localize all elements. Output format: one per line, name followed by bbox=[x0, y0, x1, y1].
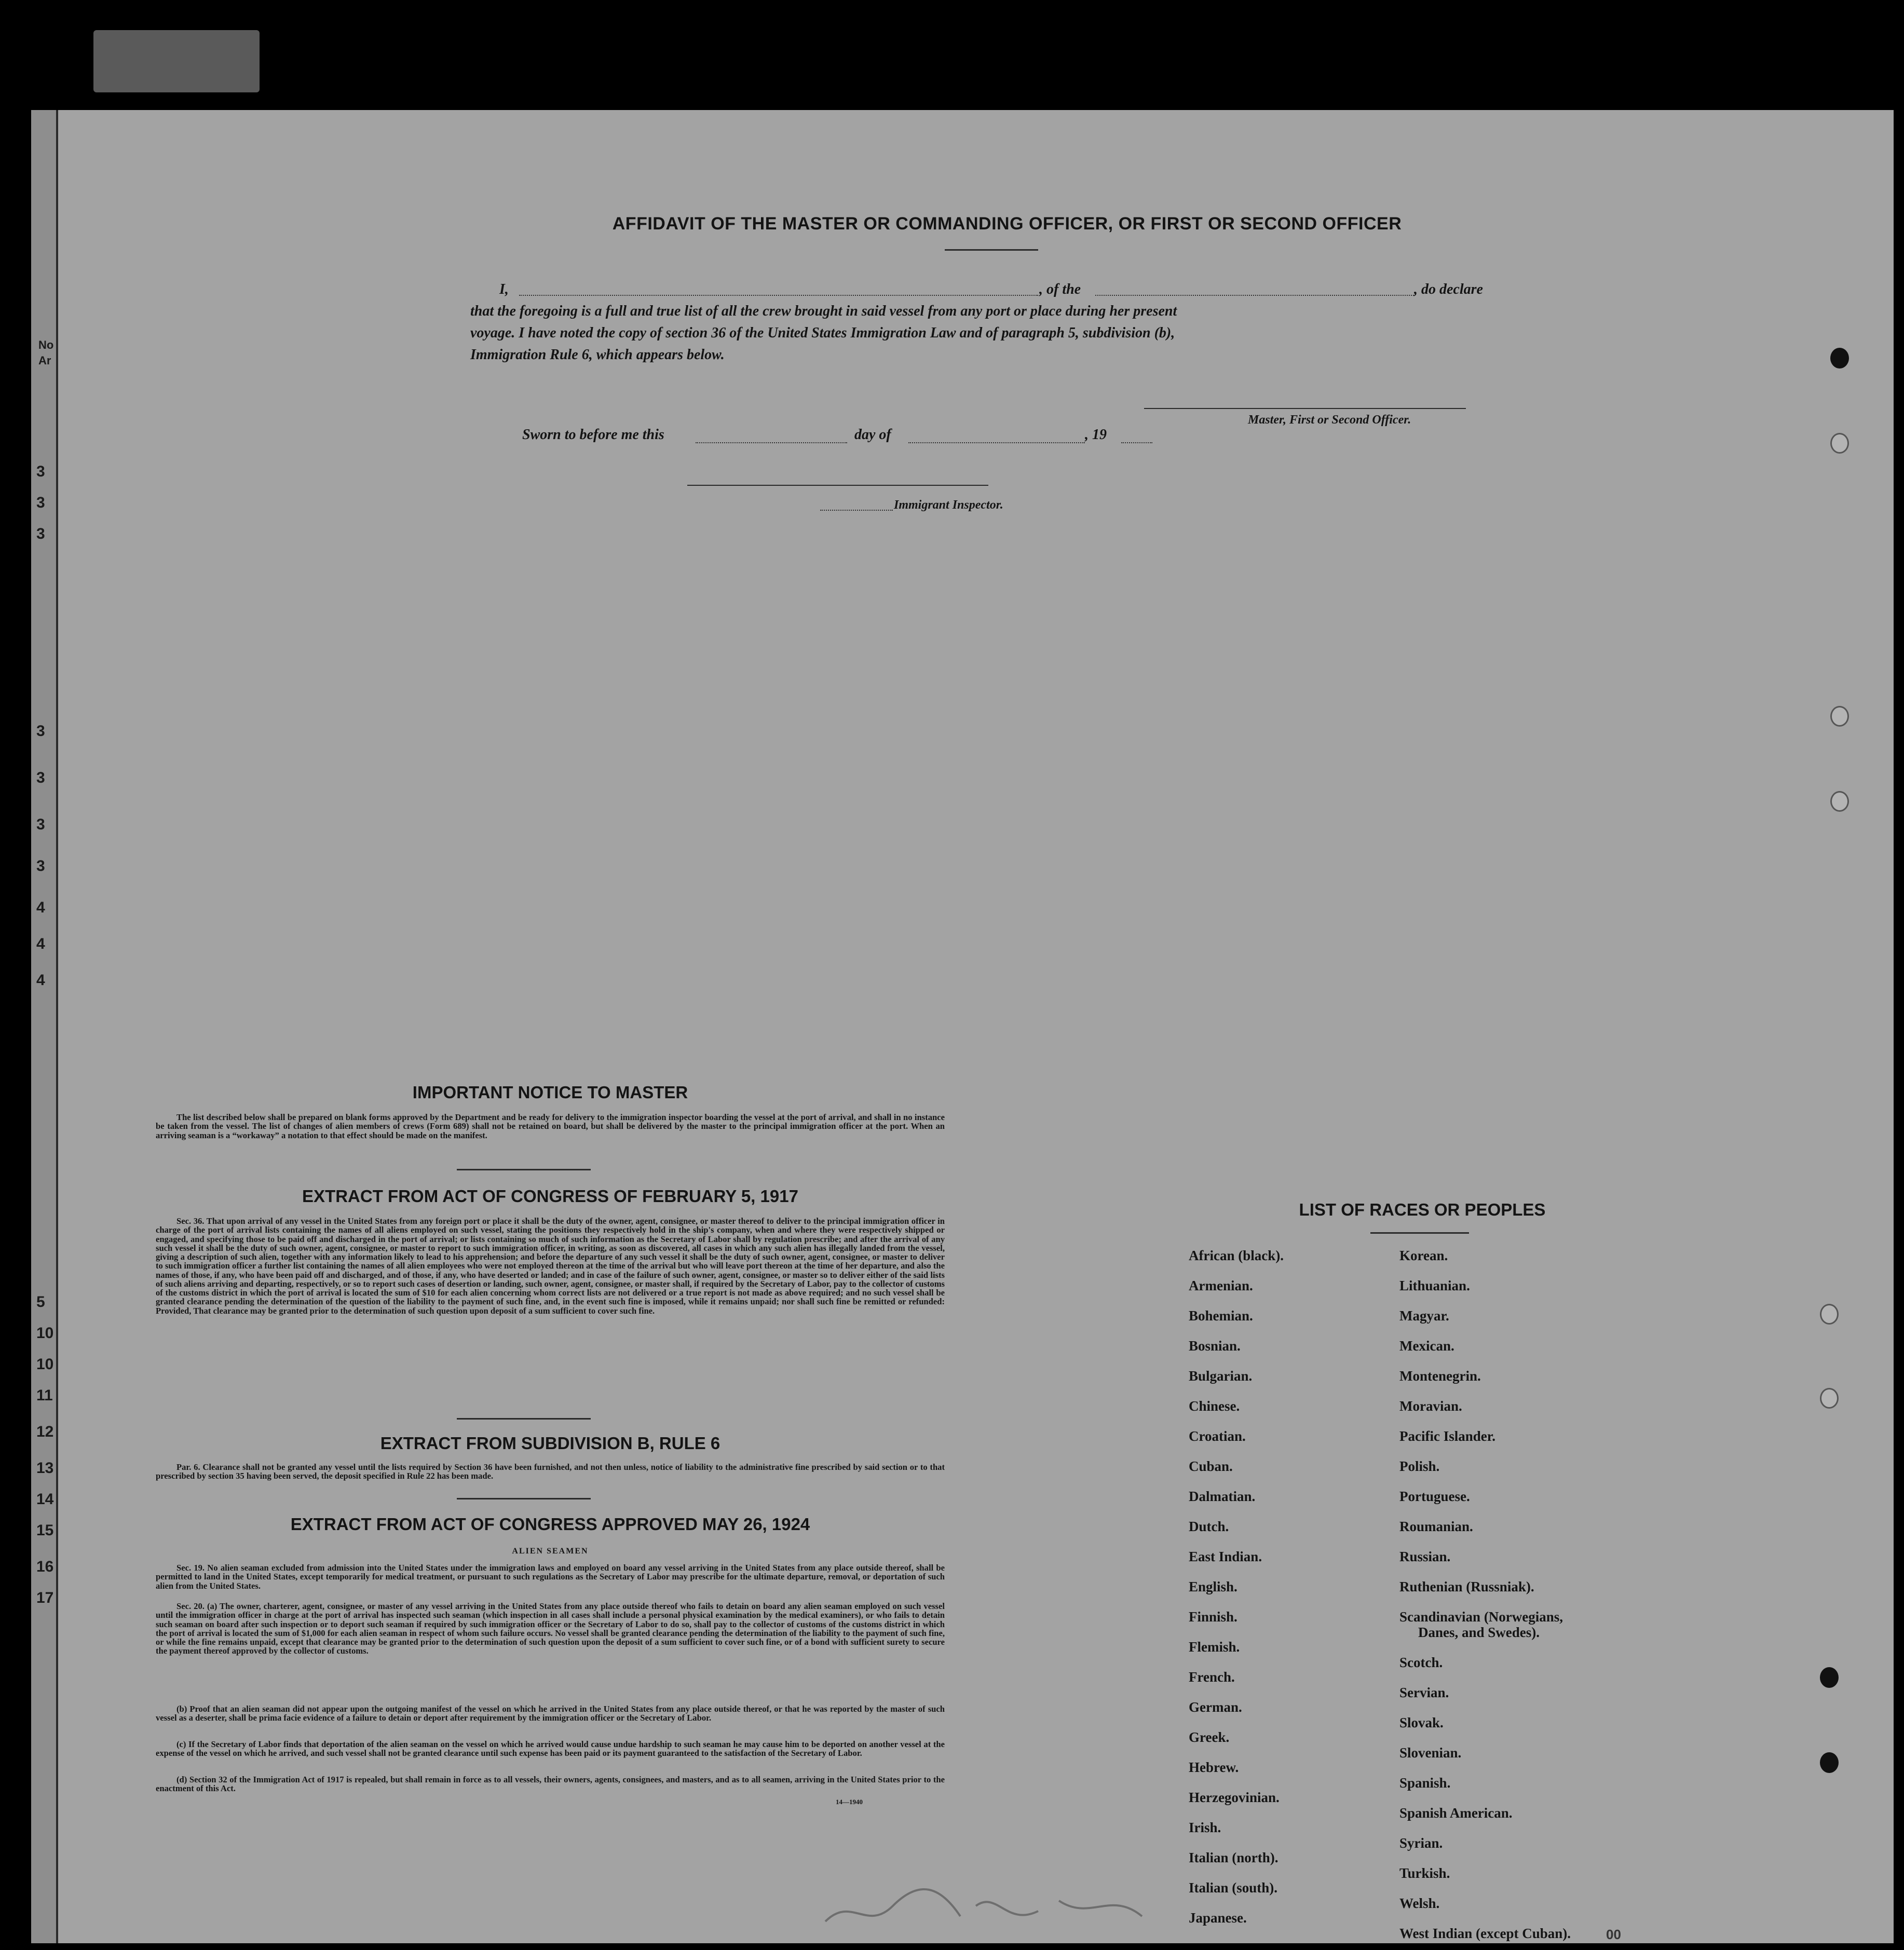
race-item: African (black). bbox=[1189, 1248, 1284, 1263]
race-item: Slovak. bbox=[1399, 1715, 1444, 1730]
race-item: Ruthenian (Russniak). bbox=[1399, 1579, 1534, 1594]
binder-hole-5 bbox=[1820, 1304, 1839, 1325]
race-item: Korean. bbox=[1399, 1248, 1448, 1263]
margin-row-number: 3 bbox=[36, 816, 45, 833]
race-item: Irish. bbox=[1189, 1820, 1221, 1835]
binder-hole-3 bbox=[1830, 706, 1849, 727]
margin-row-number: 14 bbox=[36, 1491, 54, 1508]
race-item: Danes, and Swedes). bbox=[1418, 1625, 1540, 1640]
margin-row-number: 4 bbox=[36, 972, 45, 989]
sec20a-body: Sec. 20. (a) The owner, charterer, agent, consignee, or master of any vessel arriving in the United States from any place outside thereof who fails to detain on board any alien seaman employed on such vessel until the immigration officer in charge at the port of arrival has inspected such seaman (which inspection in all cases shall include a personal physical examination by the medical examiners), or who fails to detain such seaman on board after such inspection or to deport such seaman if required by such immigration officer or the Secretary of Labor to do so, shall pay to the collector of customs of the customs district in which the port of arrival is located the sum of $1,000 for each alien seaman in respect of whom such failure occurs. No vessel shall be granted clearance pending the determination of the liability to the payment of such fine, or while the fine remains unpaid, except that clearance may be granted prior to the determination of such question upon the deposit of a sum sufficient to cover such fine, or of a bond with sufficient surety to secure the payment thereof approved by the collector of customs. bbox=[156, 1601, 945, 1656]
race-item: Dutch. bbox=[1189, 1519, 1229, 1534]
race-item: Finnish. bbox=[1189, 1609, 1237, 1625]
race-item: Roumanian. bbox=[1399, 1519, 1473, 1534]
affidavit-title: AFFIDAVIT OF THE MASTER OR COMMANDING OFFICER, OR FIRST OR SECOND OFFICER bbox=[612, 214, 1402, 234]
race-item: Scotch. bbox=[1399, 1655, 1443, 1670]
margin-row-number: 13 bbox=[36, 1460, 54, 1477]
extract-1917-divider bbox=[457, 1418, 591, 1420]
binder-hole-2 bbox=[1830, 433, 1849, 454]
race-item: West Indian (except Cuban). bbox=[1399, 1926, 1571, 1941]
sec20d-body: (d) Section 32 of the Immigration Act of 1917 is repealed, but shall remain in force as to all vessels, their owners, agents, consignees, and masters, and as to all seamen, arriving in the United States prior to the enactment of this Act. bbox=[156, 1775, 945, 1794]
binder-hole-8 bbox=[1820, 1752, 1839, 1773]
affidavit-vessel-blank[interactable] bbox=[1095, 294, 1414, 296]
sworn-prefix: Sworn to before me this bbox=[522, 427, 664, 443]
sworn-year-blank[interactable] bbox=[1121, 441, 1152, 443]
affidavit-of-the: , of the bbox=[1039, 281, 1081, 297]
affidavit-line-4: Immigration Rule 6, which appears below. bbox=[470, 347, 725, 363]
race-item: Montenegrin. bbox=[1399, 1368, 1481, 1384]
race-item: Italian (south). bbox=[1189, 1880, 1278, 1896]
race-item: Bosnian. bbox=[1189, 1338, 1241, 1354]
margin-row-number: 4 bbox=[36, 899, 45, 916]
inspector-dotted-prefix bbox=[820, 509, 893, 511]
race-item: Mexican. bbox=[1399, 1338, 1454, 1354]
sworn-month-blank[interactable] bbox=[908, 441, 1085, 443]
master-signature-line[interactable] bbox=[1144, 408, 1466, 409]
margin-row-number: 3 bbox=[36, 722, 45, 740]
race-item: Cuban. bbox=[1189, 1458, 1233, 1474]
affidavit-name-blank[interactable] bbox=[519, 294, 1038, 296]
document-page bbox=[31, 110, 1894, 1943]
race-item: Armenian. bbox=[1189, 1278, 1253, 1293]
pencil-scrawl bbox=[820, 1875, 1152, 1937]
race-item: East Indian. bbox=[1189, 1549, 1262, 1564]
race-item: Welsh. bbox=[1399, 1896, 1440, 1911]
margin-row-number: 3 bbox=[36, 494, 45, 511]
races-divider bbox=[1370, 1232, 1469, 1234]
sworn-day-blank[interactable] bbox=[696, 441, 847, 443]
margin-row-number: 3 bbox=[36, 769, 45, 786]
affidavit-i: I, bbox=[499, 281, 509, 297]
binder-hole-4 bbox=[1830, 791, 1849, 812]
notice-body: The list described below shall be prepared on blank forms approved by the Department and be ready for delivery to the immigration inspector boarding the vessel at the port of arrival, and shall in no instance be taken from the vessel. The list of changes of alien members of crews (Form 689) shall not be retained on board, but shall be delivered by the master to the principal immigration officer at the port. When an arriving seaman is a “workaway” a notation to that effect should be made on the manifest. bbox=[156, 1112, 945, 1140]
margin-row-number: 17 bbox=[36, 1589, 54, 1606]
margin-row-number: 12 bbox=[36, 1423, 54, 1440]
sec19-body: Sec. 19. No alien seaman excluded from admission into the United States under the immigration laws and employed on board any vessel arriving in the United States from any place outside thereof, shall be permitted to land in the United States, except temporarily for medical treatment, or pursuant to such regulations as the Secretary of Labor may prescribe for the ultimate departure, removal, or deportation of such alien from the United States. bbox=[156, 1563, 945, 1591]
race-item: Slovenian. bbox=[1399, 1745, 1462, 1761]
margin-row-number: 11 bbox=[36, 1387, 53, 1404]
binder-hole-1 bbox=[1830, 348, 1849, 369]
race-item: French. bbox=[1189, 1669, 1235, 1685]
margin-row-number: 3 bbox=[36, 857, 45, 875]
title-divider bbox=[945, 249, 1038, 251]
race-item: Dalmatian. bbox=[1189, 1489, 1256, 1504]
races-title: LIST OF RACES OR PEOPLES bbox=[1299, 1200, 1546, 1219]
margin-row-number: 3 bbox=[36, 463, 45, 480]
margin-row-number: 5 bbox=[36, 1293, 45, 1311]
extract-rule6-body: Par. 6. Clearance shall not be granted any vessel until the lists required by Section 36 have been furnished, and not then unless, notice of liability to the administrative fine prescribed by said section or to that prescribed by section 35 having been served, the deposit specified in Rule 22 has been made. bbox=[156, 1462, 945, 1481]
race-item: Herzegovinian. bbox=[1189, 1790, 1280, 1805]
folder-tab bbox=[93, 30, 260, 92]
race-item: Magyar. bbox=[1399, 1308, 1449, 1324]
margin-row-number: 15 bbox=[36, 1522, 54, 1539]
binder-hole-7 bbox=[1820, 1667, 1839, 1688]
margin-header-no: No bbox=[38, 338, 54, 351]
sworn-year-prefix: , 19 bbox=[1085, 427, 1107, 443]
extract-rule6-divider bbox=[457, 1498, 591, 1499]
margin-row-number: 10 bbox=[36, 1325, 54, 1342]
race-item: Japanese. bbox=[1189, 1910, 1247, 1926]
race-item: Hebrew. bbox=[1189, 1760, 1239, 1775]
race-item: Moravian. bbox=[1399, 1398, 1462, 1414]
race-item: Spanish. bbox=[1399, 1775, 1451, 1791]
race-item: Spanish American. bbox=[1399, 1805, 1513, 1821]
notice-title: IMPORTANT NOTICE TO MASTER bbox=[412, 1083, 688, 1102]
race-item: Italian (north). bbox=[1189, 1850, 1279, 1865]
race-item: Scandinavian (Norwegians, bbox=[1399, 1609, 1563, 1625]
race-item: German. bbox=[1189, 1699, 1242, 1715]
race-item: Chinese. bbox=[1189, 1398, 1240, 1414]
race-item: Pacific Islander. bbox=[1399, 1428, 1495, 1444]
race-item: Bulgarian. bbox=[1189, 1368, 1253, 1384]
race-item: Russian. bbox=[1399, 1549, 1451, 1564]
page-stamp: 00 bbox=[1606, 1927, 1621, 1942]
inspector-label: Immigrant Inspector. bbox=[894, 498, 1003, 512]
extract-1917-title: EXTRACT FROM ACT OF CONGRESS OF FEBRUARY 5, 1917 bbox=[302, 1187, 798, 1206]
margin-row-number: 3 bbox=[36, 525, 45, 542]
race-item: Croatian. bbox=[1189, 1428, 1246, 1444]
sec20b-body: (b) Proof that an alien seaman did not appear upon the outgoing manifest of the vessel on which he arrived in the United States from any place outside thereof, or that he was reported by the master of such vessel as a deserter, shall be prima facie evidence of a failure to detain or deport after requirement by the immigration officer or the Secretary of Labor. bbox=[156, 1704, 945, 1723]
race-item: Greek. bbox=[1189, 1729, 1230, 1745]
margin-row-number: 4 bbox=[36, 935, 45, 952]
race-item: Turkish. bbox=[1399, 1865, 1450, 1881]
margin-row-number: 16 bbox=[36, 1558, 54, 1575]
margin-row-number: 10 bbox=[36, 1356, 54, 1373]
race-item: Syrian. bbox=[1399, 1835, 1443, 1851]
affidavit-do-declare: , do declare bbox=[1414, 281, 1483, 297]
affidavit-line-3: voyage. I have noted the copy of section 36 of the United States Immigration Law and of paragraph 5, subdivision (b), bbox=[470, 325, 1175, 341]
extract-1924-title: EXTRACT FROM ACT OF CONGRESS APPROVED MAY 26, 1924 bbox=[290, 1515, 810, 1534]
race-item: Flemish. bbox=[1189, 1639, 1240, 1655]
race-item: Servian. bbox=[1399, 1685, 1449, 1700]
sec20c-body: (c) If the Secretary of Labor finds that deportation of the alien seaman on the vessel on which he arrived would cause undue hardship to such seaman he may cause him to be deported on another vessel at the expense of the vessel on which he arrived, and such vessel shall not be granted clearance until such expense has been paid or its payment guaranteed to the satisfaction of the Secretary of Labor. bbox=[156, 1739, 945, 1758]
race-item: Bohemian. bbox=[1189, 1308, 1253, 1324]
race-item: Lithuanian. bbox=[1399, 1278, 1470, 1293]
race-item: English. bbox=[1189, 1579, 1237, 1594]
race-item: Portuguese. bbox=[1399, 1489, 1470, 1504]
notice-divider bbox=[457, 1169, 591, 1170]
inspector-signature-line[interactable] bbox=[687, 485, 988, 486]
previous-page-margin bbox=[31, 110, 58, 1943]
binder-hole-6 bbox=[1820, 1388, 1839, 1409]
form-number: 14—1940 bbox=[836, 1798, 863, 1806]
margin-header-ar: Ar bbox=[38, 354, 51, 367]
sworn-day-of: day of bbox=[854, 427, 891, 443]
extract-1917-body: Sec. 36. That upon arrival of any vessel in the United States from any foreign port or place it shall be the duty of the owner, agent, consignee, or master thereof to deliver to the principal immigration officer in charge of the port of arrival lists containing the names of all aliens employed on such vessel, stating the positions they respectively hold in the ship's company, when and where they were respectively shipped or engaged, and specifying those to be paid off and discharged in the port of arrival; or lists containing so much of such information as the Secretary of Labor shall by regulation prescribe; and after the arrival of any such vessel it shall be the duty of such owner, agent, consignee, or master to report to such immigration officer, in writing, as soon as discovered, all cases in which any such alien has illegally landed from the vessel, giving a description of such alien, together with any information likely to lead to his apprehension; and before the departure of any such vessel it shall be the duty of such owner, agent, consignee, or master to deliver to such immigration officer a further list containing the names of all alien employees who were not employed thereon at the time of the arrival but who will leave port thereon at the time of her departure, and also the names of those, if any, who have been paid off and discharged, and of those, if any, who have deserted or landed; and in case of the failure of such owner, agent, consignee, or master so to deliver either of the said lists of such aliens arriving and departing, respectively, or so to report such cases of desertion or landing, such owner, agent, consignee, or master shall, if required by the Secretary of Labor, pay to the collector of customs of the customs district in which the port of arrival is located the sum of $10 for each alien concerning whom correct lists are not delivered or a true report is not made as above required; and no such vessel shall be granted clearance pending the determination of the question of the liability to the payment of such fine, and, in the event such fine is imposed, while it remains unpaid; nor shall such fine be remitted or refunded: Provided, That clearance may be granted prior to the determination of such question upon deposit of a sum sufficient to cover such fine. bbox=[156, 1216, 945, 1316]
alien-seamen-heading: ALIEN SEAMEN bbox=[512, 1547, 589, 1556]
master-signature-label: Master, First or Second Officer. bbox=[1248, 413, 1411, 427]
extract-rule6-title: EXTRACT FROM SUBDIVISION B, RULE 6 bbox=[380, 1434, 720, 1453]
affidavit-line-2: that the foregoing is a full and true list of all the crew brought in said vessel from any port or place during her present bbox=[470, 303, 1177, 319]
race-item: Polish. bbox=[1399, 1458, 1440, 1474]
